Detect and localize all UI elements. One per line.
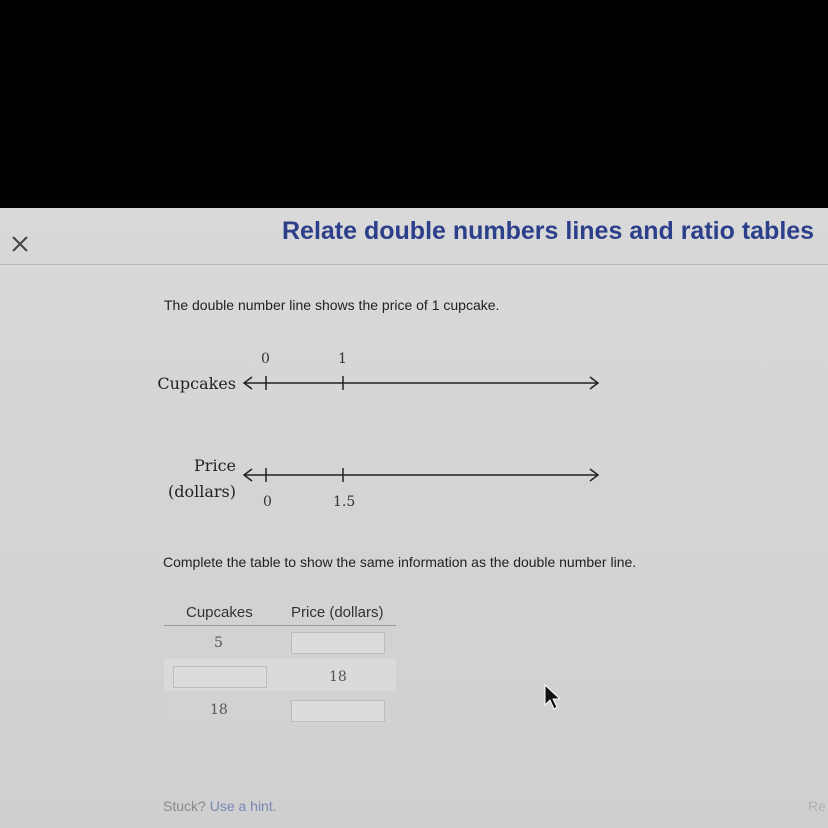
price-line-unit: (dollars)	[168, 482, 236, 501]
page-title: Relate double numbers lines and ratio tables	[282, 217, 815, 245]
use-hint-link[interactable]: Use a hint.	[209, 798, 277, 814]
double-number-line	[0, 208, 828, 528]
table-header-cupcakes: Cupcakes	[186, 604, 253, 621]
cupcakes-line-label: Cupcakes	[157, 374, 236, 393]
price-input-row1[interactable]	[291, 632, 385, 654]
exercise-screen	[0, 208, 828, 828]
cupcakes-input-row2[interactable]	[173, 666, 267, 688]
footer-right-text[interactable]: Re	[808, 798, 826, 814]
mouse-pointer-icon	[543, 683, 563, 711]
price-tick-1.5: 1.5	[333, 494, 356, 510]
cupcakes-tick-1: 1	[338, 351, 347, 367]
stuck-text: Stuck?	[163, 798, 206, 814]
table-cell-price: 18	[329, 669, 347, 685]
price-tick-0: 0	[263, 494, 272, 510]
question-instruction: Complete the table to show the same information as the double number line.	[163, 554, 637, 570]
price-line-label: Price	[194, 456, 236, 475]
table-cell-cupcakes: 18	[210, 702, 228, 718]
price-input-row3[interactable]	[291, 700, 385, 722]
hint-prompt	[163, 798, 277, 814]
table-header-divider	[164, 625, 396, 626]
table-header-price: Price (dollars)	[291, 604, 384, 621]
cupcakes-tick-0: 0	[261, 351, 270, 367]
question-intro: The double number line shows the price of 1 cupcake.	[164, 297, 500, 313]
table-cell-cupcakes: 5	[214, 635, 223, 651]
